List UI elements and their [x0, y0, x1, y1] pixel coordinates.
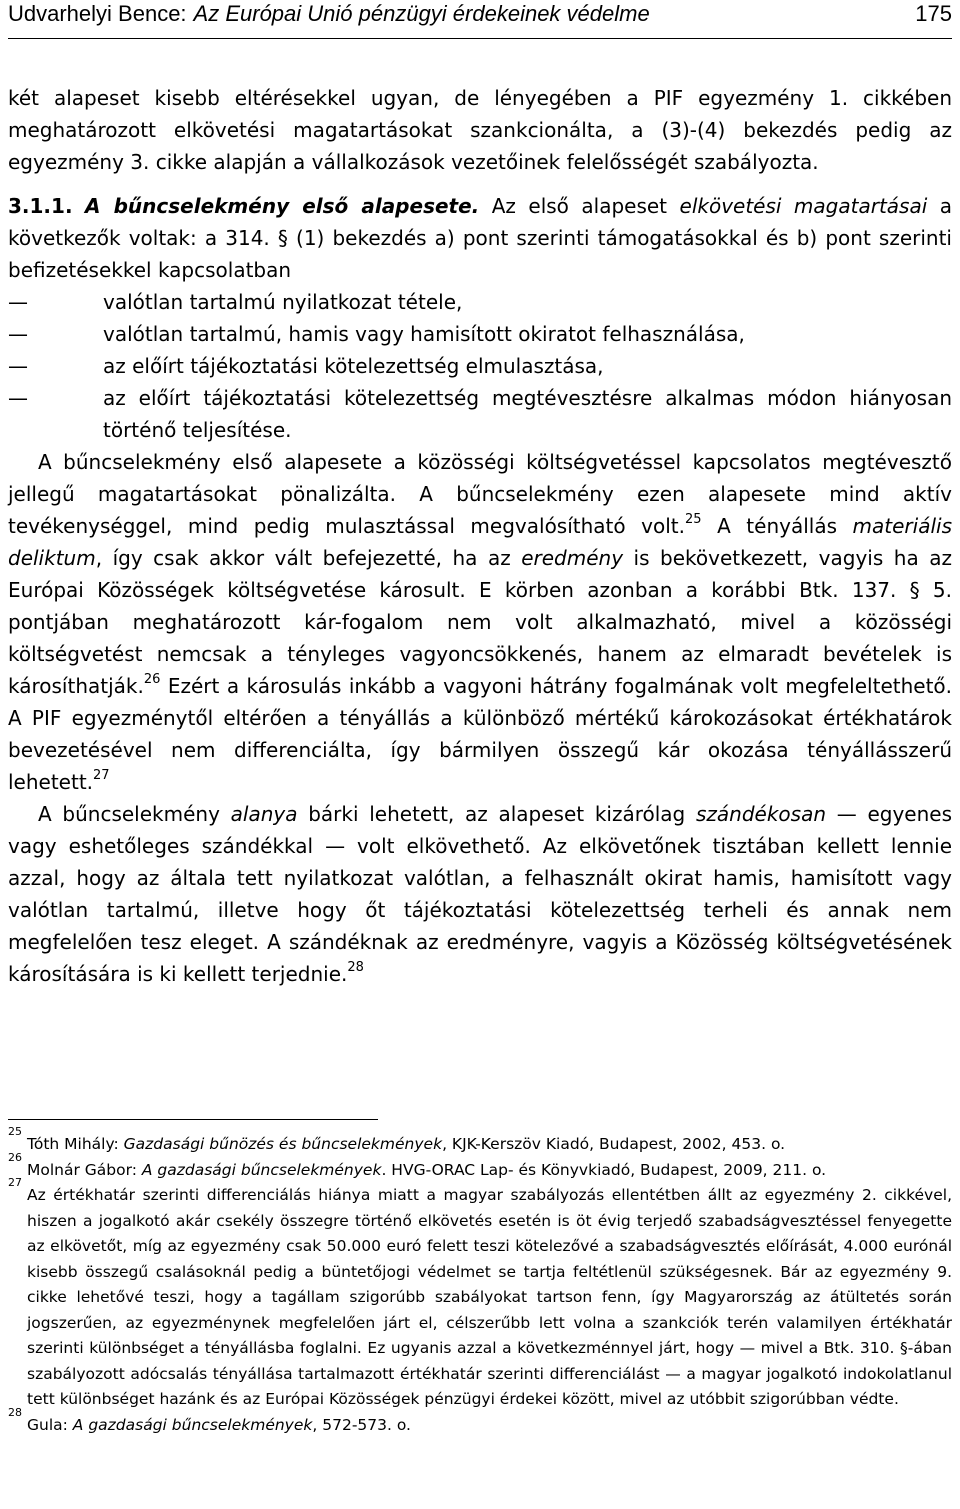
- footnote-text: Gula:: [27, 1415, 73, 1434]
- footnote-number: 26: [8, 1150, 22, 1164]
- p3-text-b: bárki lehetett, az alapeset kizárólag: [297, 802, 696, 826]
- footnote-27: [8, 1176, 952, 1413]
- footnote-text: Tóth Mihály:: [27, 1135, 124, 1153]
- footnote-number: 27: [8, 1176, 22, 1189]
- footnote-text: Molnár Gábor:: [27, 1160, 142, 1179]
- p2-text-b: A tényállás: [701, 514, 853, 538]
- p3-text-a: A bűncselekmény: [38, 802, 231, 826]
- footnote-italic: A gazdasági bűncselekmények: [72, 1415, 313, 1434]
- intro-paragraph: [8, 82, 952, 178]
- footnote-separator: [8, 1119, 378, 1120]
- main-text: [8, 82, 952, 990]
- list-item-text: valótlan tartalmú, hamis vagy hamisított okiratot felhasználása,: [103, 322, 745, 346]
- p3-italic-2: szándékosan: [695, 802, 827, 826]
- footnote-ref-27[interactable]: 27: [93, 768, 110, 784]
- footnotes: [8, 1125, 952, 1438]
- footnote-italic: Gazdasági bűnözés és bűncselekmények: [123, 1135, 443, 1153]
- header-title: Az Európai Unió pénzügyi érdekeinek védelme: [193, 1, 650, 26]
- p1-text-b: a következők voltak: a 314. § (1) bekezdés a) pont szerinti támogatásokkal és b) pont szerinti befizetésekkel kapcsolatban: [8, 194, 953, 282]
- dash-bullet: —: [8, 290, 28, 314]
- page-number: 175: [915, 1, 952, 26]
- section-title: A bűncselekmény első alapesete.: [85, 194, 480, 218]
- intro-text: két alapeset kisebb eltérésekkel ugyan, de lényegében a PIF egyezmény 1. cikkében meghatározott elkövetési magatartásokat szankcionálta, a (3)-(4) bekezdés pedig az egyezmény 3. cikke alapján a vállalkozások vezetőinek felelősségét szabályozta.: [8, 86, 952, 174]
- dash-bullet: —: [8, 322, 28, 346]
- footnote-text: , 572-573. o.: [312, 1415, 411, 1434]
- footnote-number: 25: [8, 1125, 22, 1138]
- list-item: [8, 382, 952, 446]
- list-item: [8, 318, 952, 350]
- list-item-text: valótlan tartalmú nyilatkozat tétele,: [103, 290, 463, 314]
- footnote-ref-28[interactable]: 28: [347, 960, 364, 976]
- p2-text-c: , így csak akkor vált befejezetté, ha az: [95, 546, 522, 570]
- footnote-italic: A gazdasági bűncselekmények: [141, 1160, 382, 1179]
- p2-text-a: A bűncselekmény első alapesete a közösségi költségvetéssel kapcsolatos megtévesztő jellegű magatartásokat pönalizálta. A bűncselekmény ezen alapesete mind aktív tevékenységgel, mind pedig mulasztással megvalósítható volt.: [8, 450, 952, 538]
- footnote-text: Az értékhatár szerinti differenciálás hiánya miatt a magyar szabályozás ellentétben állt az egyezmény 2. cikkével, hiszen a jogalkotó akár csekély összegre történő elkövetés esetén is öt évig terjedő szabadságvesztéssel fenyegette az elkövetőt, míg az egyezmény csak 50.000 euró felett teszi kötelezővé a szabadságvesztés előírását, 4.000 eurónál kisebb összegű csalásoknál pedig a büntetőjogi védelmet se tartja feltétlenül szükségesnek. Bár az egyezmény 9. cikke lehetővé teszi, hogy a tagállam szigorúbb szabályokat tartson fenn, így Magyarország az átültetés során jogszerűen, az egyezménynek megfelelően járt el, célszerűbb lett volna a szankciók terén valamilyen értékhatár szerinti különbséget a tényállásba foglalni. Ez ugyanis azzal a következménnyel járt, hogy — mivel a Btk. 310. §-ában szabályozott adócsalás tényállása tartalmazott értékhatár szerinti differenciálást — a magyar jogalkotó indokolatlanul tett különbséget hazánk és az Európai Közösségek pénzügyi érdekei között, mivel az utóbbit szigorúbban védte.: [27, 1186, 952, 1408]
- footnote-26: [8, 1150, 952, 1184]
- p2-text-d: is bekövetkezett, vagyis ha az Európai Közösségek költségvetése károsult. E körben azonban a korábbi Btk. 137. § 5. pontjában meghatározott kár-fogalom nem volt alkalmazható, mivel a közösségi költségvetést nemcsak a tényleges vagyoncsökkenés, hanem az elmaradt bevételek is károsíthatják.: [8, 546, 952, 698]
- p3-italic-1: alanya: [230, 802, 298, 826]
- footnote-28: [8, 1405, 952, 1439]
- footnote-text: , KJK-Kerszöv Kiadó, Budapest, 2002, 453. o.: [442, 1135, 786, 1153]
- list-item: [8, 286, 952, 318]
- footnote-text: . HVG-ORAC Lap- és Könyvkiadó, Budapest, 2009, 211. o.: [381, 1160, 827, 1179]
- paragraph-3: [8, 798, 952, 990]
- dash-bullet: —: [8, 354, 28, 378]
- page-header: [8, 0, 952, 39]
- paragraph-2: [8, 446, 952, 798]
- section-paragraph: [8, 190, 952, 286]
- footnote-number: 28: [8, 1405, 22, 1419]
- footnote-25: [8, 1125, 952, 1158]
- p2-text-e: Ezért a károsulás inkább a vagyoni hátrány fogalmának volt megfeleltethető. A PIF egyezménytől eltérően a tényállás a különböző mértékű károkozásokat értékhatárok bevezetésével nem differenciálta, így bármilyen összegű kár okozása tényállásszerű lehetett.: [8, 674, 952, 794]
- list-item-text: az előírt tájékoztatási kötelezettség megtévesztésre alkalmas módon hiányosan történő teljesítése.: [103, 386, 952, 442]
- p1-italic: elkövetési magatartásai: [679, 194, 928, 218]
- p2-italic-2: eredmény: [521, 546, 624, 570]
- list-item: [8, 350, 952, 382]
- header-author: Udvarhelyi Bence:: [8, 1, 187, 26]
- section-number: 3.1.1.: [8, 194, 73, 218]
- p3-text-c: — egyenes vagy eshetőleges szándékkal — volt elkövethető. Az elkövetőnek tisztában kellett lennie azzal, hogy az általa tett nyilatkozat valótlan, a felhasznált okirat hamis, hamisított vagy valótlan tartalmú, illetve hogy őt tájékoztatási kötelezettség terheli és annak nem megfelelően tesz eleget. A szándéknak az eredményre, vagyis a Közösség költségvetésének károsítására is ki kellett terjednie.: [8, 802, 953, 986]
- list-item-text: az előírt tájékoztatási kötelezettség elmulasztása,: [103, 354, 604, 378]
- p1-text-a: Az első alapeset: [479, 194, 680, 218]
- footnote-ref-26[interactable]: 26: [143, 672, 161, 688]
- conduct-list: [8, 286, 952, 446]
- footnote-ref-25[interactable]: 25: [685, 512, 702, 528]
- p2-italic-1: materiális deliktum: [8, 514, 952, 570]
- dash-bullet: —: [8, 386, 28, 410]
